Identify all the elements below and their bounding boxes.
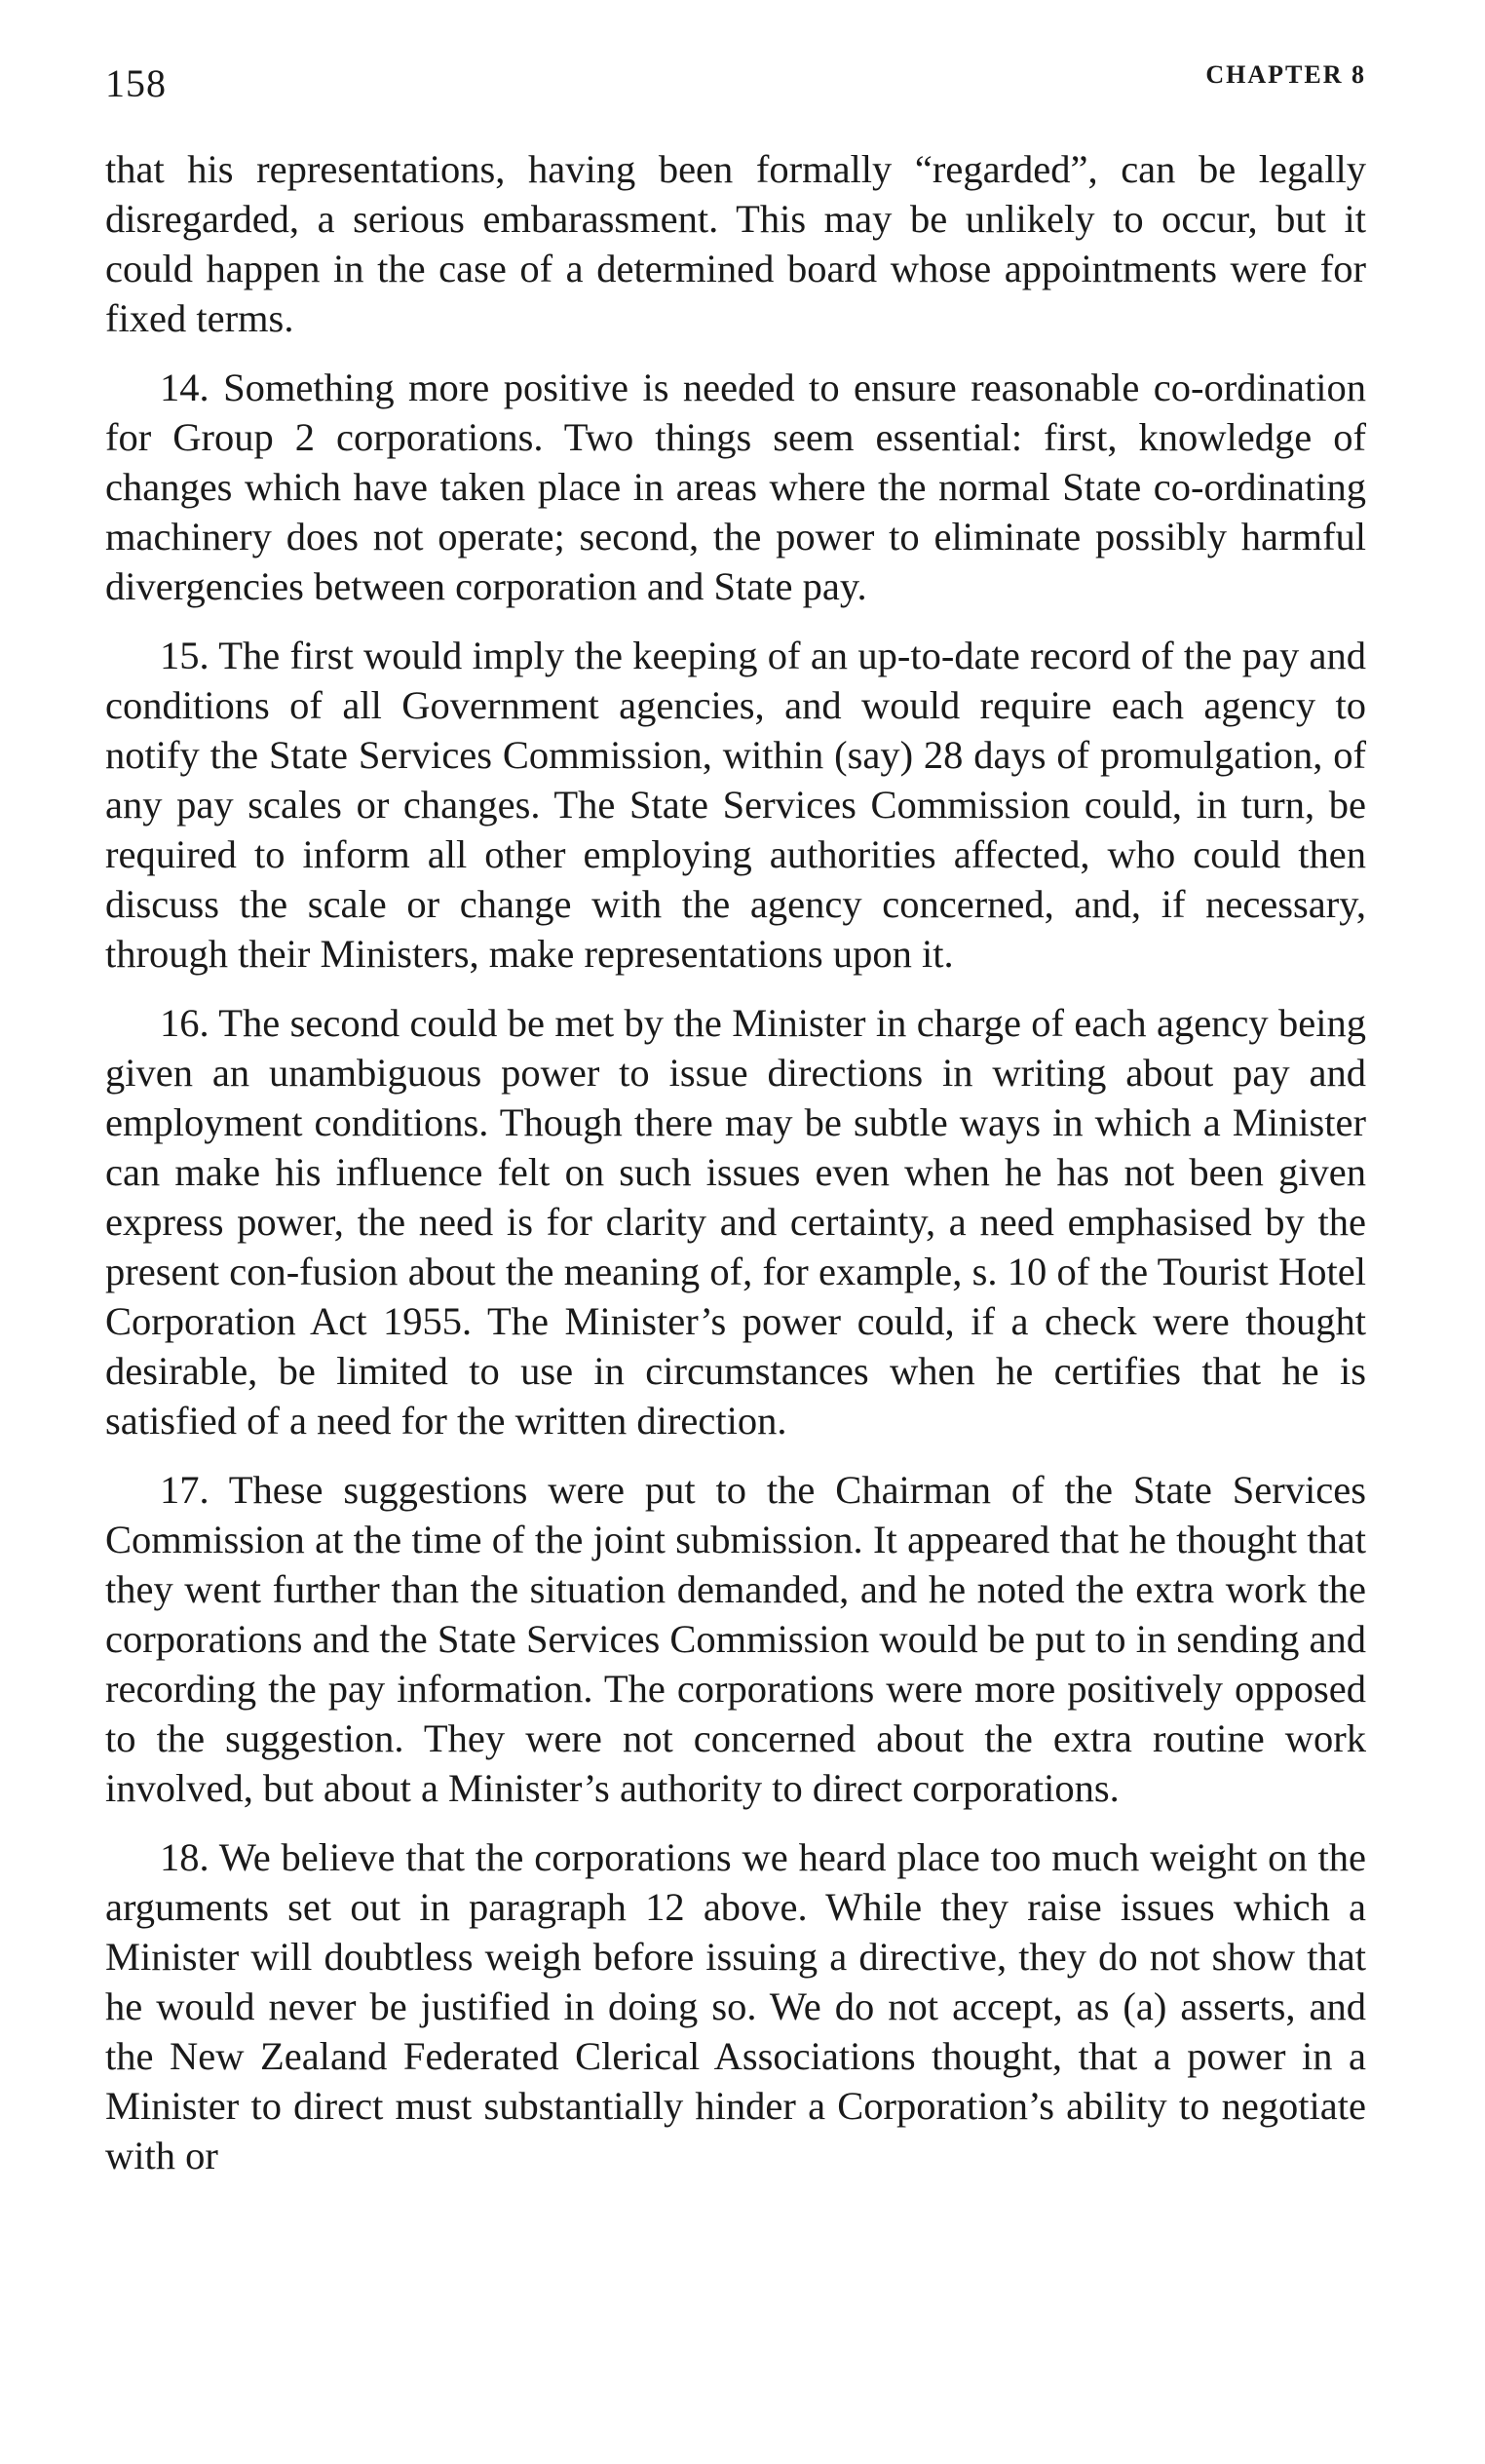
paragraph-14: 14. Something more positive is needed to ensure reasonable co-ordination for Group 2 corporations. Two things seem essential: first, knowledge of changes which have taken place in areas where the normal State co-ordinating machinery does not operate; second, the power to eliminate possibly harmful divergencies between corporation and State pay. xyxy=(105,366,1366,608)
paragraph-17: 17. These suggestions were put to the Chairman of the State Services Commission at the time of the joint submission. It appeared that he thought that they went further than the situation demanded, and he noted the extra work the corporations and the State Services Commission would be put to in sending and recording the pay information. The corporations were more positively opposed to the suggestion. They were not concerned about the extra routine work involved, but about a Minister’s authority to direct corporations. xyxy=(105,1468,1366,1810)
running-head: CHAPTER 8 xyxy=(1205,60,1366,89)
paragraph-continued: that his representations, having been formally “regarded”, can be legally disregarded, a serious embarassment. This may be unlikely to occur, but it could happen in the case of a determined board whose appointments were for fixed terms. xyxy=(105,147,1366,340)
paragraph-16: 16. The second could be met by the Minister in charge of each agency being given an unambiguous power to issue directions in writing about pay and employment conditions. Though there may be subtle ways in which a Minister can make his influence felt on such issues even when he has not been given express power, the need is for clarity and certainty, a need emphasised by the present con-fusion about the meaning of, for example, s. 10 of the Tourist Hotel Corporation Act 1955. The Minister’s power could, if a check were thought desirable, be limited to use in circumstances when he certifies that he is satisfied of a need for the written direction. xyxy=(105,1001,1366,1443)
page-header xyxy=(105,60,1366,115)
paragraph-18: 18. We believe that the corporations we heard place too much weight on the arguments set out in paragraph 12 above. While they raise issues which a Minister will doubtless weigh before issuing a directive, they do not show that he would never be justified in doing so. We do not accept, as (a) asserts, and the New Zealand Federated Clerical Associations thought, that a power in a Minister to direct must substantially hinder a Corporation’s ability to negotiate with or xyxy=(105,1835,1366,2177)
body-text xyxy=(105,144,1366,2180)
page-number: 158 xyxy=(105,61,167,105)
paragraph-15: 15. The first would imply the keeping of an up-to-date record of the pay and conditions of all Government agencies, and would require each agency to notify the State Services Commission, within (say) 28 days of promulgation, of any pay scales or changes. The State Services Commission could, in turn, be required to inform all other employing authorities affected, who could then discuss the scale or change with the agency concerned, and, if necessary, through their Ministers, make representations upon it. xyxy=(105,634,1366,976)
